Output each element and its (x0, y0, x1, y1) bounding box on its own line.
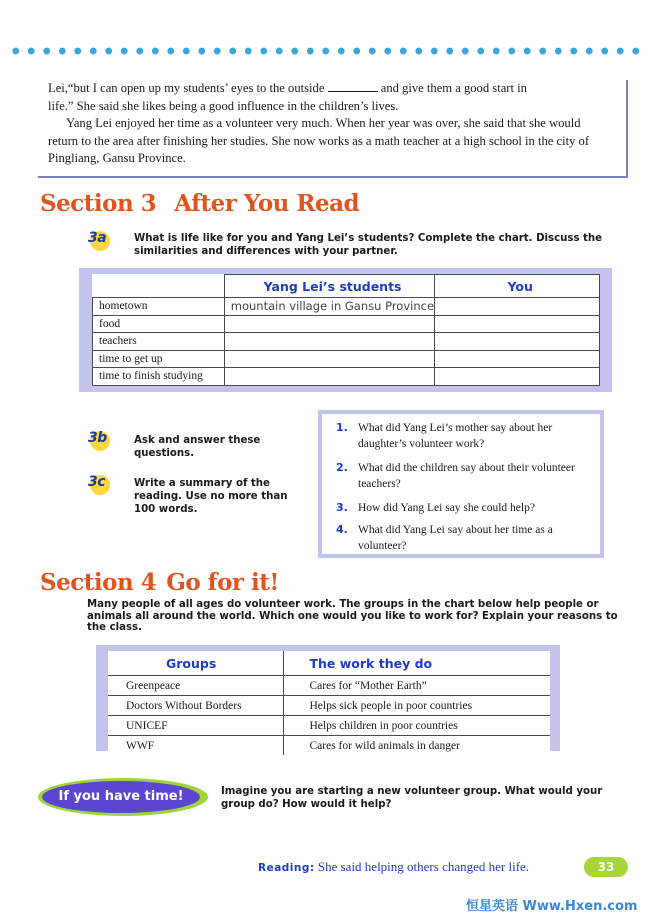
group-work: Helps children in poor countries (283, 716, 550, 736)
badge-3c: 3c (88, 472, 118, 496)
group-work: Cares for “Mother Earth” (283, 676, 550, 696)
group-name: UNICEF (108, 716, 283, 736)
comparison-chart (92, 274, 600, 386)
blank-line (328, 81, 378, 92)
reading-line-1: Lei,“but I can open up my students’ eyes to the outside and give them a good start in (48, 81, 527, 95)
page-footer (258, 859, 529, 875)
page-number: 33 (584, 857, 628, 877)
if-you-have-time-badge: If you have time! (38, 778, 208, 816)
section-3-title: Section 3 After You Read (40, 190, 360, 217)
cell-students[interactable] (224, 350, 435, 368)
row-label: time to finish studying (93, 368, 225, 386)
chart-header-blank (93, 275, 225, 298)
chart-header-students: Yang Lei’s students (224, 275, 435, 298)
footer-text: She said helping others changed her life. (317, 859, 530, 874)
group-work: Cares for wild animals in danger (283, 736, 550, 756)
cell-you[interactable] (435, 298, 600, 316)
section-4-title: Section 4 Go for it! (40, 569, 279, 596)
cell-you[interactable] (435, 315, 600, 333)
reading-line-2: life.” She said she likes being a good influence in the children’s lives. (48, 98, 399, 113)
group-name: WWF (126, 739, 155, 752)
cell-students[interactable] (224, 368, 435, 386)
instruction-3b: Ask and answer these questions. (134, 435, 261, 459)
row-label: time to get up (93, 350, 225, 368)
instruction-3a: What is life like for you and Yang Lei’s students? Complete the chart. Discuss the similarities and differences with your partner. (134, 233, 603, 257)
watermark: 恒星英语 Www.Hxen.com (466, 899, 638, 914)
badge-3b: 3b (88, 428, 118, 452)
question-4: 4. What did Yang Lei say about her time as a volunteer? (336, 523, 553, 552)
cell-you[interactable] (435, 368, 600, 386)
chart-header-you: You (435, 275, 600, 298)
cell-students[interactable] (224, 333, 435, 351)
extra-instruction: Imagine you are starting a new volunteer group. What would your group do? How would it help? (221, 786, 603, 810)
groups-header: Groups (108, 651, 283, 676)
badge-3a: 3a (88, 228, 118, 252)
instruction-3c: Write a summary of the reading. Use no more than 100 words. (134, 478, 288, 515)
reading-paragraph-2: Yang Lei enjoyed her time as a volunteer very much. When her year was over, she said that she would return to the area after finishing her studies. She now works as a math teacher at a high school in the city of Pingliang, Gansu Province. (48, 116, 590, 165)
group-work: Helps sick people in poor countries (283, 696, 550, 716)
question-1: 1. What did Yang Lei’s mother say about her daughter’s volunteer work? (336, 421, 553, 450)
row-label: teachers (93, 333, 225, 351)
instruction-section-4: Many people of all ages do volunteer work. The groups in the chart below help people or animals all around the world. Which one would you like to work for? Explain your reasons to the class. (87, 599, 618, 633)
question-2: 2. What did the children say about their volunteer teachers? (336, 461, 575, 490)
cell-you[interactable] (435, 333, 600, 351)
group-name: Doctors Without Borders (108, 696, 283, 716)
row-label: hometown (93, 298, 225, 316)
work-header: The work they do (283, 651, 550, 676)
cell-students[interactable] (224, 315, 435, 333)
question-3: 3. How did Yang Lei say she could help? (336, 501, 535, 514)
row-label: food (93, 315, 225, 333)
group-name: Greenpeace (108, 676, 283, 696)
questions-box (318, 410, 604, 558)
cell-you[interactable] (435, 350, 600, 368)
groups-table (108, 651, 550, 755)
footer-label: Reading: (258, 862, 315, 874)
cell-students[interactable]: mountain village in Gansu Province (224, 298, 435, 316)
dotted-border (8, 44, 644, 58)
reading-excerpt (38, 80, 628, 178)
